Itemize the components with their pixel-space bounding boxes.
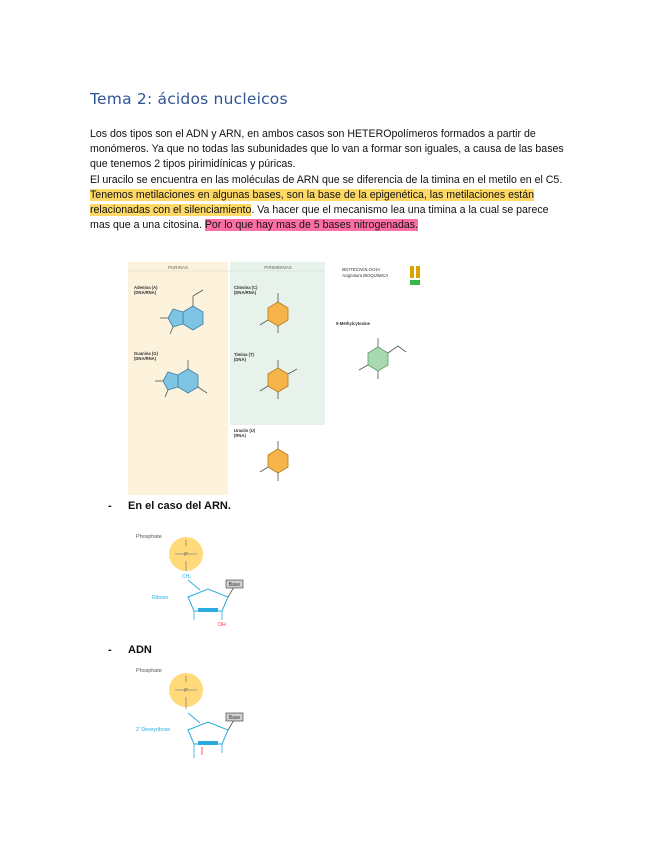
methylcytosine-label: 5-Methylcytosine bbox=[336, 321, 370, 326]
base-label: Base bbox=[228, 582, 241, 588]
cytosine-sublabel: (DNA/RNA) bbox=[234, 290, 257, 295]
rna-nucleotide-figure bbox=[130, 527, 260, 639]
phosphate-label: Phosphate bbox=[136, 668, 162, 674]
nitrogenous-bases-figure bbox=[128, 262, 428, 495]
base-label: Base bbox=[228, 715, 241, 721]
logo-line-1: BIOTECNOLOGÍA bbox=[342, 267, 381, 272]
highlight-yellow-text: Tenemos metilaciones en algunas bases, son la base de la epigenética, las metilaciones están relacionadas con el silenciamiento bbox=[90, 188, 535, 217]
body-text bbox=[90, 127, 565, 233]
ch2-label: CH₂ bbox=[182, 574, 192, 580]
svg-text:P: P bbox=[184, 688, 188, 694]
logo-line-2: Asignatura BIOQUÍMICA bbox=[342, 273, 389, 278]
bullet-text: En el caso del ARN. bbox=[128, 500, 231, 512]
highlight-pink-text: Por lo que hay mas de 5 bases nitrogenadas. bbox=[204, 219, 419, 232]
ribose-label: Ribose bbox=[152, 595, 169, 601]
oh-label: OH bbox=[218, 622, 226, 628]
phosphate-label: Phosphate bbox=[136, 534, 162, 540]
uracil-sublabel: (RNA) bbox=[234, 433, 246, 438]
page-title: Tema 2: ácidos nucleicos bbox=[90, 90, 288, 108]
thymine-sublabel: (DNA) bbox=[234, 357, 246, 362]
university-logo-icon bbox=[410, 266, 420, 285]
thymine-label: Timina (T) bbox=[234, 352, 254, 357]
paragraph-2-text-b: . Va hacer que el mecanismo lea una timina a la cual se parece mas que a una citosina. bbox=[90, 204, 549, 232]
guanine-sublabel: (DNA/RNA) bbox=[134, 356, 157, 361]
ribose-ring bbox=[188, 589, 228, 611]
paragraph-2-text-a: El uracilo se encuentra en las moléculas de ARN que se diferencia de la timina en el metilo en el C5. bbox=[90, 173, 563, 186]
guanine-label: Guanina (G) bbox=[134, 351, 158, 356]
pyrimidines-header: PIRIMIDINAS bbox=[264, 265, 292, 270]
bullet-dash: - bbox=[108, 644, 112, 656]
paragraph-1: Los dos tipos son el ADN y ARN, en ambos casos son HETEROpolímeros formados a partir de monómeros. Ya que no todas las subunidades que lo van a formar son iguales, a causa de las bases que tenemos 2 tipos pirimidínicas y púricas. bbox=[90, 128, 564, 171]
adenine-label: Adenina (A) bbox=[134, 285, 158, 290]
deoxyribose-label: 2' Deoxyribose bbox=[136, 727, 171, 733]
adenine-sublabel: (DNA/RNA) bbox=[134, 290, 157, 295]
paragraph-2 bbox=[90, 173, 565, 234]
purines-header: PURINAS bbox=[167, 265, 189, 270]
methylcytosine-structure-icon bbox=[359, 338, 406, 379]
deoxyribose-ring bbox=[188, 722, 228, 744]
dna-nucleotide-figure bbox=[130, 663, 260, 775]
uracil-label: Uracilo (U) bbox=[234, 428, 256, 433]
bullet-dash: - bbox=[108, 500, 112, 512]
cytosine-label: Citosina (C) bbox=[234, 285, 258, 290]
svg-text:P: P bbox=[184, 552, 188, 558]
bullet-text: ADN bbox=[128, 644, 152, 656]
